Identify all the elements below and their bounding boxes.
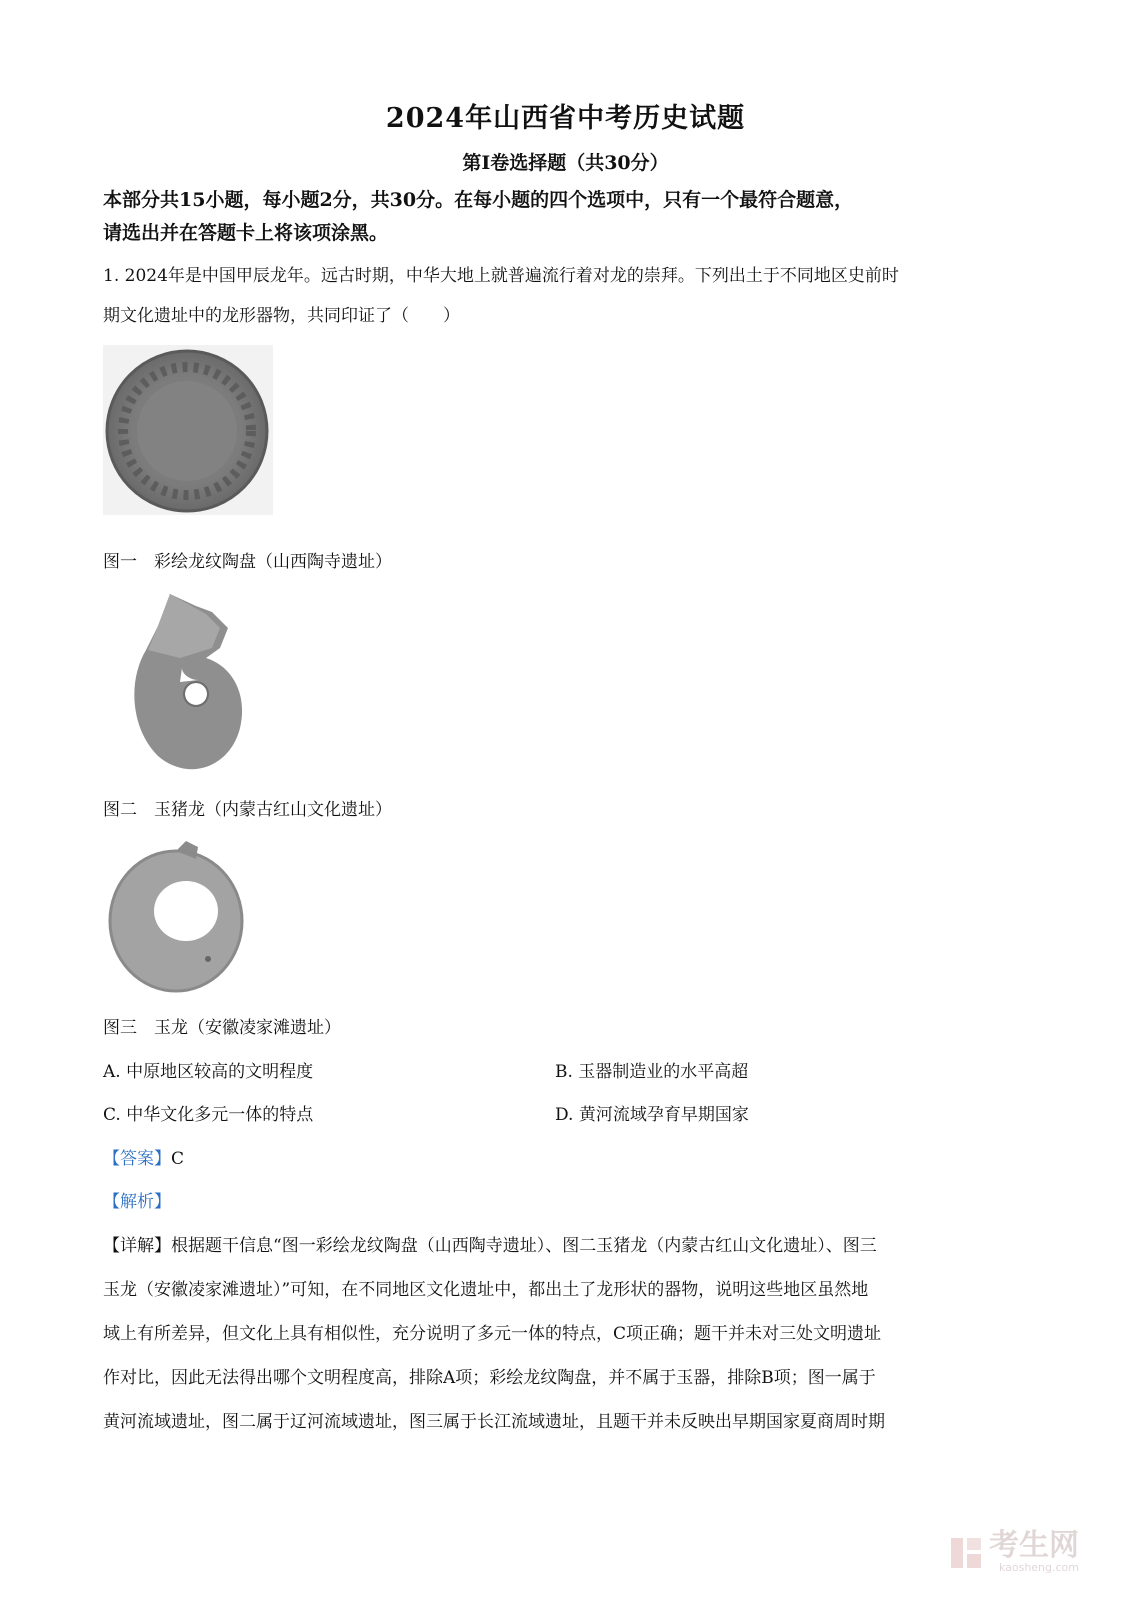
option-d[interactable]: D. 黄河流域孕育早期国家 — [555, 1105, 749, 1125]
jade-pig-dragon-photo — [118, 588, 248, 778]
analysis-line — [103, 1187, 171, 1212]
figure-caption: 图三 玉龙（安徽凌家滩遗址） — [103, 1018, 341, 1038]
section-instructions — [103, 184, 1043, 250]
detail-line: 域上有所差异，但文化上具有相似性，充分说明了多元一体的特点，C项正确；题干并未对三处文明遗址 — [103, 1324, 882, 1344]
question-stem — [103, 256, 1043, 336]
option-c[interactable]: C. 中华文化多元一体的特点 — [103, 1105, 314, 1125]
pottery-plate-photo — [103, 345, 273, 515]
analysis-label: 【解析】 — [103, 1192, 171, 1212]
answer-line — [103, 1144, 184, 1169]
watermark — [949, 1528, 1079, 1574]
detail-line: 作对比，因此无法得出哪个文明程度高，排除A项；彩绘龙纹陶盘，并不属于玉器，排除B项；图一属于 — [103, 1368, 876, 1388]
section-subtitle: 第Ⅰ卷选择题（共30分） — [462, 152, 669, 174]
detail-explanation — [103, 1224, 1033, 1444]
question-line: 1. 2024年是中国甲辰龙年。远古时期，中华大地上就普遍流行着对龙的崇拜。下列出土于不同地区史前时 — [103, 266, 899, 286]
detail-line: 【详解】根据题干信息“图一彩绘龙纹陶盘（山西陶寺遗址）、图二玉猪龙（内蒙古红山文化遗址）、图三 — [103, 1236, 877, 1256]
pottery-plate-image — [103, 345, 273, 515]
instruction-line: 请选出并在答题卡上将该项涂黑。 — [103, 222, 389, 244]
figure-caption: 图一 彩绘龙纹陶盘（山西陶寺遗址） — [103, 552, 392, 572]
watermark-text: 考生网 — [989, 1528, 1079, 1563]
page-title: 2024年山西省中考历史试题 — [385, 103, 746, 134]
jade-dragon-photo — [106, 835, 246, 995]
detail-line: 黄河流域遗址，图二属于辽河流域遗址，图三属于长江流域遗址，且题干并未反映出早期国家夏商周时期 — [103, 1412, 885, 1432]
watermark-logo-icon — [949, 1536, 983, 1570]
watermark-url: kaosheng.com — [998, 1561, 1079, 1574]
jade-dragon-image — [106, 835, 246, 995]
figure-caption: 图二 玉猪龙（内蒙古红山文化遗址） — [103, 800, 392, 820]
answer-value: C — [171, 1149, 185, 1169]
answer-label: 【答案】 — [103, 1149, 171, 1169]
question-line: 期文化遗址中的龙形器物，共同印证了（ ） — [103, 306, 460, 326]
option-b[interactable]: B. 玉器制造业的水平高超 — [555, 1062, 749, 1082]
instruction-line: 本部分共15小题，每小题2分，共30分。在每小题的四个选项中，只有一个最符合题意， — [103, 189, 854, 211]
option-a[interactable]: A. 中原地区较高的文明程度 — [103, 1062, 314, 1082]
detail-line: 玉龙（安徽凌家滩遗址）”可知，在不同地区文化遗址中，都出土了龙形状的器物，说明这些地区虽然地 — [103, 1280, 869, 1300]
jade-pig-dragon-image — [118, 588, 248, 778]
